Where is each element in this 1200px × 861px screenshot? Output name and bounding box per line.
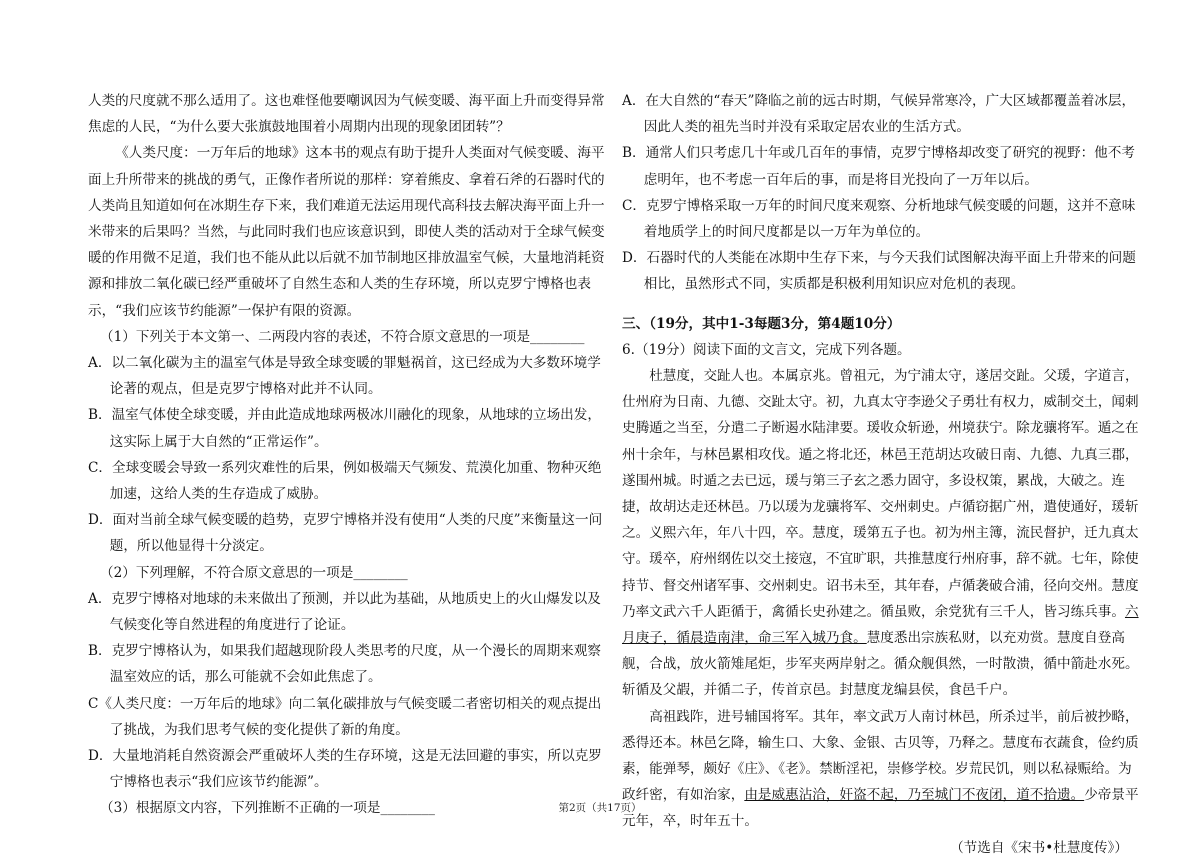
underlined-sentence-2: 由是威惠沾洽，奸盗不起，乃至城门不夜闭，道不拾遗。	[744, 787, 1085, 804]
question-2-option-d: D．大量地消耗自然资源会严重破坏人类的生存环境，这是无法回避的事实，所以克罗宁博格也表示“我们应该节约能源”。	[88, 748, 602, 791]
question-1-option-b: B．温室气体使全球变暖，并由此造成地球两极冰川融化的现象，从地球的立场出发，这实际上属于大自然的“正常运作”。	[88, 407, 601, 450]
classical-text-p1-part-a: 杜慧度，交趾人也。本属京兆。曾祖元，为宁浦太守，遂居交趾。父瑗，字道言，仕州府为日南、九德、交趾太守。初，九真太守李逊父子勇壮有权力，威制交土，闻刺史腾遁之当至，分遣二子断遏水陆津要。瑗收众斩逊，州境获宁。除龙骧将军。遁之在州十余年，与林邑累相攻伐。遁之将北还，林邑王范胡达攻破日南、九德、九真三郡，遂围州城。时遁之去已远，瑗与第三子玄之悉力固守，多设权策，累战，大破之。连捷，故胡达走还林邑。乃以瑗为龙骧将军、交州刺史。卢循窃据广州，遣使通好，瑗斩之。义熙六年，年八十四，卒。慧度，瑗第五子也。初为州主簿，流民督护，迁九真太守。瑗卒，府州纲佐以交土接寇，不宜旷职，共推慧度行州府事，辞不就。七年，除使持节、督交州诸军事、交州刺史。诏书未至，其年春，卢循袭破合浦，径向交州。慧度乃率文武六千人距循于，禽循长史孙建之。循虽败，余党犹有三千人，皆习练兵事。	[622, 368, 1139, 620]
question-3-option-c: C．克罗宁博格采取一万年的时间尺度来观察、分析地球气候变暖的问题，这并不意味着地质学上的时间尺度都是以一万年为单位的。	[622, 197, 1136, 241]
question-1-option-d: D．面对当前全球气候变暖的趋势，克罗宁博格并没有使用“人类的尺度”来衡量这一问题，所以他显得十分淡定。	[88, 512, 603, 555]
question-1-stem: （1）下列关于本文第一、二两段内容的表述，不符合原文意思的一项是________	[100, 328, 585, 345]
classical-text-p2-part-a: 高祖践阼，进号辅国将军。其年，率文武万人南讨林邑，所杀过半，前后被抄略，悉得还本。林邑乞降，输生口、大象、金银、古贝等，乃释之。慧度布衣蔬食，俭约质素，能弹琴，颇好《庄》、《老》。禁断淫祀，崇修学校。岁荒民饥，则以私禄赈给。为政纤密，有如治家，	[622, 708, 1139, 804]
question-3-option-b: B．通常人们只考虑几十年或几百年的事情，克罗宁博格却改变了研究的视野：他不考虑明年，也不考虑一百年后的事，而是将目光投向了一万年以后。	[622, 145, 1135, 188]
question-2-option-a: A．克罗宁博格对地球的未来做出了预测，并以此为基础，从地质史上的火山爆发以及气候变化等自然进程的角度进行了论证。	[88, 590, 601, 634]
question-1-option-a: A．以二氧化碳为主的温室气体是导致全球变暖的罪魁祸首，这已经成为大多数环境学论著的观点，但是克罗宁博格对此并不认同。	[88, 355, 601, 398]
classical-text-p2-part-b: 少帝景平元年，卒，时年五十。	[622, 787, 1139, 830]
question-3-option-d: D．石器时代的人类能在冰期中生存下来，与今天我们试图解决海平面上升带来的问题相比，虽然形式不同，实质都是积极利用知识应对危机的表现。	[622, 250, 1136, 293]
question-1-option-c: C．全球变暖会导致一系列灾难性的后果，例如极端天气频发、荒漠化加重、物种灭绝加速，这给人类的生存造成了威胁。	[88, 459, 602, 503]
left-column	[88, 88, 614, 822]
classical-text-paragraph-2	[622, 704, 1144, 835]
right-column	[622, 88, 1144, 861]
section-3-heading: 三、（19分，其中1-3每题3分，第4题10分）	[622, 315, 901, 332]
question-3-option-a: A．在大自然的“春天”降临之前的远古时期，气候异常寒冷，广大区域都覆盖着冰层，因此人类的祖先当时并没有采取定居农业的生活方式。	[622, 93, 1136, 136]
classical-text-p1-part-b: 慧度悉出宗族私财，以充劝赏。慧度自登高舰，合战，放火箭雉尾炬，步军夹两岸射之。循众舰俱然，一时散溃，循中箭赴水死。斩循及父嘏，并循二子，传首京邑。封慧度龙编县侯，食邑千户。	[622, 630, 1139, 699]
source-citation: （节选自《宋书•杜慧度传》）	[950, 839, 1128, 856]
page-number-footer: 第2页（共17页）	[558, 802, 642, 814]
question-6-stem: 6.（19分）阅读下面的文言文，完成下列各题。	[622, 341, 911, 358]
question-2-option-b: B．克罗宁博格认为，如果我们超越现阶段人类思考的尺度，从一个漫长的周期来观察温室效应的话，那么可能就不会如此焦虑了。	[88, 643, 601, 686]
question-3-stem: （3）根据原文内容，下列推断不正确的一项是________	[100, 800, 435, 817]
passage-paragraph-book: 《人类尺度：一万年后的地球》这本书的观点有助于提升人类面对气候变暖、海平面上升所带来的挑战的勇气，正像作者所说的那样：穿着熊皮、拿着石斧的石器时代的人类尚且知道如何在冰期生存下来，我们难道无法运用现代高科技去解决海平面上升一米带来的后果吗？当然，与此同时我们也应该意识到，即使人类的活动对于全球气候变暖的作用微不足道，我们也不能从此以后就不加节制地区排放温室气候，大量地消耗资源和排放二氧化碳已经严重破坏了自然生态和人类的生存环境，所以克罗宁博格也表示，“我们应该节约能源”一保护有限的资源。	[88, 145, 605, 319]
underlined-sentence-1: 六月庚子，循晨造南津，命三军入城乃食。	[622, 603, 1139, 647]
question-2-stem: （2）下列理解，不符合原文意思的一项是________	[100, 564, 408, 581]
classical-text-paragraph-1	[622, 363, 1144, 704]
question-2-option-c: C《人类尺度：一万年后的地球》向二氧化碳排放与气候变暖二者密切相关的观点提出了挑战，为我们思考气候的变化提供了新的角度。	[88, 695, 602, 738]
passage-paragraph-continued: 人类的尺度就不那么适用了。这也难怪他要嘲讽因为气候变暖、海平面上升而变得异常焦虑的人民，“为什么要大张旗鼓地围着小周期内出现的现象团团转”？	[88, 93, 605, 136]
